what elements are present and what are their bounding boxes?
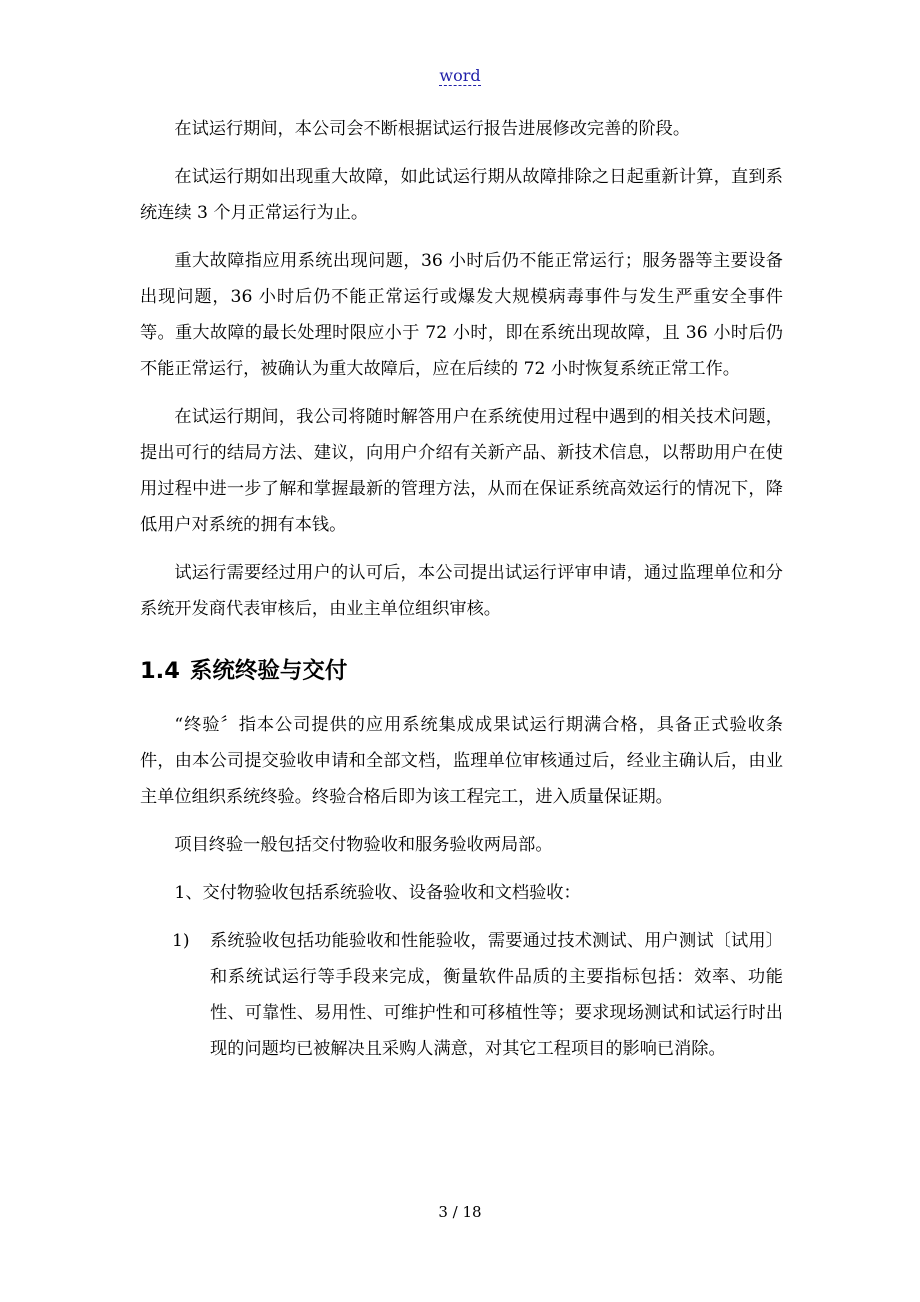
paragraph-2: 在试运行期如出现重大故障，如此试运行期从故障排除之日起重新计算，直到系统连续 3 个月正常运行为止。 <box>140 167 783 223</box>
paragraph-5: 试运行需要经过用户的认可后，本公司提出试运行评审申请，通过监理单位和分系统开发商代表审核后，由业主单位组织审核。 <box>140 563 783 619</box>
section-paragraph-1: “终验〞指本公司提供的应用系统集成成果试运行期满合格，具备正式验收条件，由本公司提交验收申请和全部文档，监理单位审核通过后，经业主确认后，由业主单位组织系统终验。终验合格后即为该工程完工，进入质量保证期。 <box>140 715 783 807</box>
section-paragraph-3: 1、交付物验收包括系统验收、设备验收和文档验收： <box>174 883 581 903</box>
paragraph-3: 重大故障指应用系统出现问题，36 小时后仍不能正常运行；服务器等主要设备出现问题，36 小时后仍不能正常运行或爆发大规模病毒事件与发生严重安全事件等。重大故障的最长处理时限应小于 72 小时，即在系统出现故障，且 36 小时后仍不能正常运行，被确认为重大故障后，应在后续的 72 小时恢复系统正常工作。 <box>140 251 783 379</box>
section-paragraph-2: 项目终验一般包括交付物验收和服务验收两局部。 <box>174 835 553 855</box>
paragraph-1: 在试运行期间，本公司会不断根据试运行报告进展修改完善的阶段。 <box>174 119 691 139</box>
paragraph-4: 在试运行期间，我公司将随时解答用户在系统使用过程中遇到的相关技术问题，提出可行的结局方法、建议，向用户介绍有关新产品、新技术信息，以帮助用户在使用过程中进一步了解和掌握最新的管理方法，从而在保证系统高效运行的情况下，降低用户对系统的拥有本钱。 <box>140 407 783 535</box>
section-title: 系统终验与交付 <box>189 658 348 684</box>
page-number: 3 / 18 <box>438 1203 482 1221</box>
list-item-text: 系统验收包括功能验收和性能验收，需要通过技术测试、用户测试〔试用〕和系统试运行等手段来完成，衡量软件品质的主要指标包括：效率、功能性、可靠性、易用性、可维护性和可移植性等；要求现场测试和试运行时出现的问题均已被解决且采购人满意，对其它工程项目的影响已消除。 <box>210 931 783 1059</box>
header-text: word <box>439 66 481 85</box>
page-header <box>0 66 920 85</box>
list-item-marker: 1) <box>172 931 190 951</box>
section-heading <box>140 651 783 691</box>
document-body <box>140 111 783 1067</box>
list-item <box>140 923 783 1067</box>
section-number: 1.4 <box>140 658 180 684</box>
